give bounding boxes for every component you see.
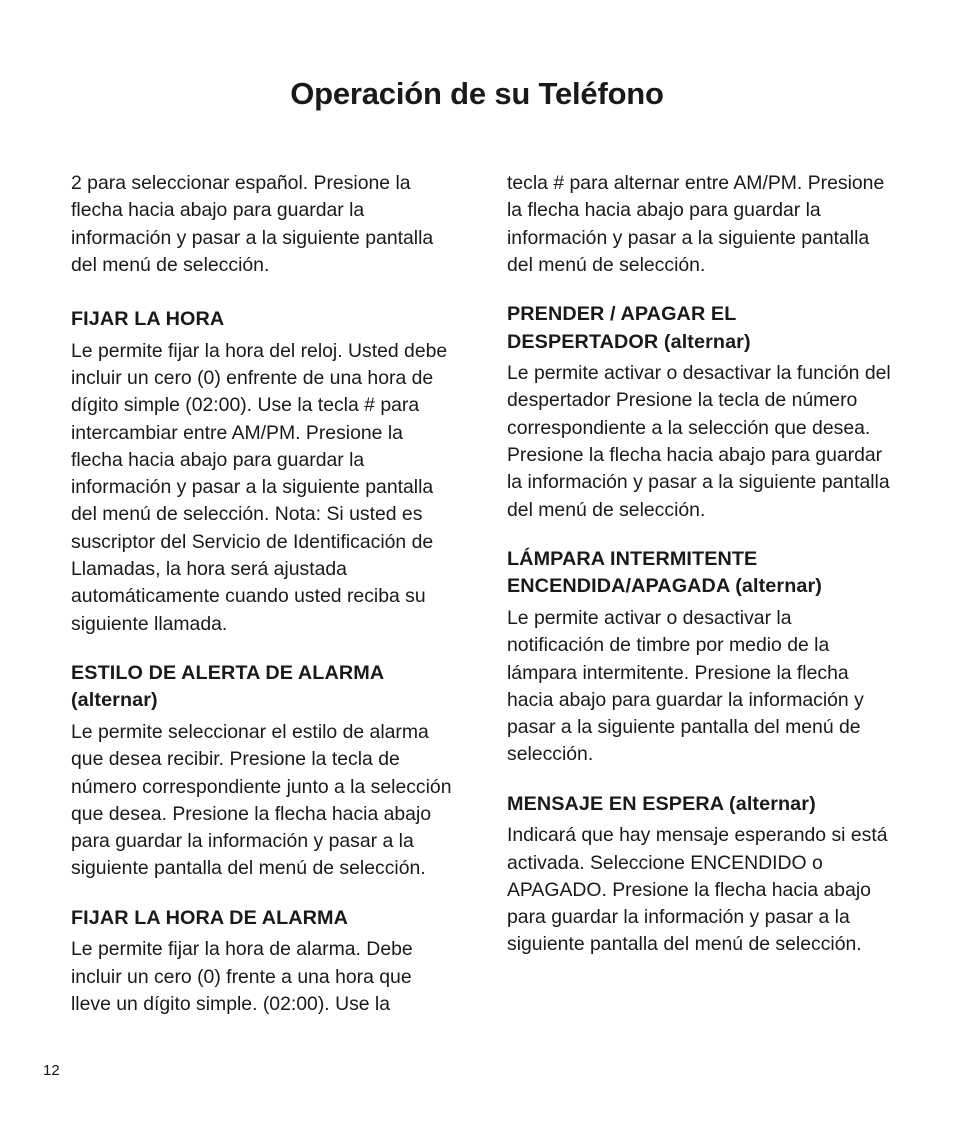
heading-suffix: (alternar) xyxy=(71,689,158,712)
section-body: Le permite activar o desactivar la función del despertador Presione la tecla de número correspondiente a la selección que desea. Presione la flecha hacia abajo para guardar la información y pasar a la siguiente pantalla del menú de selección. xyxy=(507,362,891,521)
heading-text: LÁMPARA INTERMITENTE ENCENDIDA/APAGADA xyxy=(507,547,758,598)
section-heading xyxy=(507,546,892,601)
heading-text: MENSAJE EN ESPERA xyxy=(507,792,724,815)
right-column xyxy=(507,170,892,981)
section-heading xyxy=(71,306,456,334)
heading-suffix: (alternar) xyxy=(663,330,751,353)
page-title: Operación de su Teléfono xyxy=(290,76,664,111)
section-heading xyxy=(507,791,892,819)
section-despertador xyxy=(507,301,892,524)
right-intro-text: tecla # para alternar entre AM/PM. Presione la flecha hacia abajo para guardar la información y pasar a la siguiente pantalla del menú de selección. xyxy=(507,172,885,276)
heading-suffix: (alternar) xyxy=(729,792,816,815)
section-estilo-alerta-alarma xyxy=(71,660,456,883)
heading-text: FIJAR LA HORA xyxy=(71,308,225,331)
heading-text: PRENDER / APAGAR EL DESPERTADOR xyxy=(507,303,737,353)
section-fijar-la-hora xyxy=(71,306,456,638)
section-fijar-hora-alarma xyxy=(71,905,456,1018)
right-intro-section xyxy=(507,170,892,279)
left-column xyxy=(71,170,456,1040)
section-body: Indicará que hay mensaje esperando si está activada. Seleccione ENCENDIDO o APAGADO. Presione la flecha hacia abajo para guardar la información y pasar a la siguiente pantalla del menú de selección. xyxy=(507,824,888,956)
page-number: 12 xyxy=(43,1062,60,1079)
section-mensaje-en-espera xyxy=(507,791,892,959)
section-heading xyxy=(71,660,456,715)
section-heading xyxy=(71,905,456,933)
left-intro-text: 2 para seleccionar español. Presione la flecha hacia abajo para guardar la información y pasar a la siguiente pantalla del menú de selección. xyxy=(71,172,434,276)
section-heading xyxy=(507,301,892,356)
left-intro-section xyxy=(71,170,456,279)
section-body: Le permite fijar la hora del reloj. Usted debe incluir un cero (0) enfrente de una hora de dígito simple (02:00). Use la tecla # para intercambiar entre AM/PM. Presione la flecha hacia abajo para guardar la información y pasar a la siguiente pantalla del menú de selección. Nota: Si usted es suscriptor del Servicio de Identificación de Llamadas, la hora será ajustada automáticamente cuando usted reciba su siguiente llamada. xyxy=(71,339,448,635)
heading-text: FIJAR LA HORA DE ALARMA xyxy=(71,906,349,929)
section-body: Le permite activar o desactivar la notificación de timbre por medio de la lámpara intermitente. Presione la flecha hacia abajo para guardar la información y pasar a la siguiente pantalla del menú de selección. xyxy=(507,606,864,766)
section-body: Le permite fijar la hora de alarma. Debe incluir un cero (0) frente a una hora que lleve un dígito simple. (02:00). Use la xyxy=(71,938,413,1015)
heading-suffix: (alternar) xyxy=(735,575,822,598)
heading-text: ESTILO DE ALERTA DE ALARMA xyxy=(71,661,384,684)
section-lampara-intermitente xyxy=(507,546,892,769)
section-body: Le permite seleccionar el estilo de alarma que desea recibir. Presione la tecla de número correspondiente junto a la selección que desea. Presione la flecha hacia abajo para guardar la información y pasar a la siguiente pantalla del menú de selección. xyxy=(71,720,452,880)
